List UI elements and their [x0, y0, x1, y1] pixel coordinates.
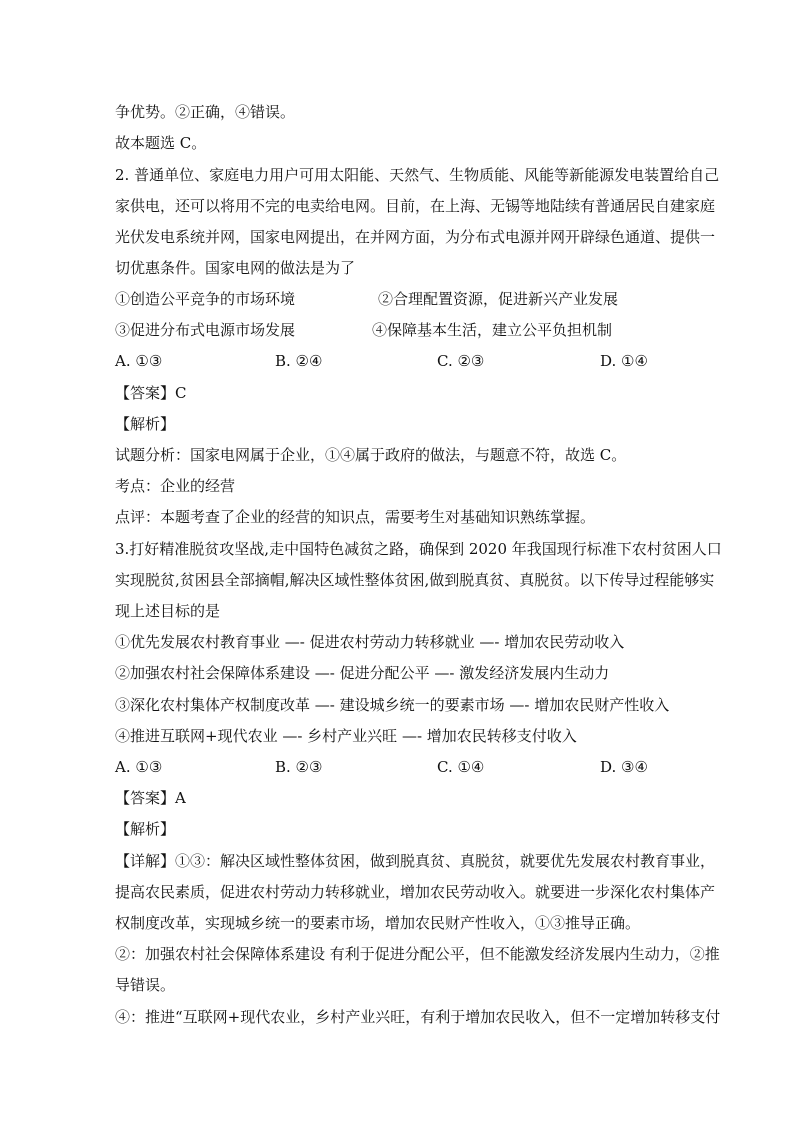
- question-3-stem: 3.打好精准脱贫攻坚战,走中国特色减贫之路，确保到 2020 年我国现行标准下农村贫困人口: [115, 540, 722, 558]
- option-a: A. ①③: [115, 352, 163, 370]
- option-b: B. ②④: [275, 352, 323, 370]
- question-3-stem: 现上述目标的是: [115, 602, 221, 620]
- statement-1: ①创造公平竞争的市场环境: [115, 290, 296, 308]
- option-b: B. ②③: [275, 758, 323, 776]
- text-line: 争优势。②正确，④错误。: [115, 103, 296, 121]
- question-3-stem: 实现脱贫,贫困县全部摘帽,解决区域性整体贫困,做到脱真贫、真脱贫。以下传导过程能够实: [115, 571, 715, 589]
- question-2-stem: 光伏发电系统并网，国家电网提出，在并网方面，为分布式电源并网开辟绿色通道、提供一: [115, 228, 716, 246]
- detail-text: 提高农民素质，促进农村劳动力转移就业，增加农民劳动收入。就要进一步深化农村集体产: [115, 883, 716, 901]
- analysis-heading: 【解析】: [115, 820, 176, 838]
- question-2-stem: 家供电，还可以将用不完的电卖给电网。目前，在上海、无锡等地陆续有普通居民自建家庭: [115, 197, 716, 215]
- chain-4: ④推进互联网+现代农业 —- 乡村产业兴旺 —- 增加农民转移支付收入: [115, 727, 577, 745]
- chain-2: ②加强农村社会保障体系建设 —- 促进分配公平 —- 激发经济发展内生动力: [115, 664, 610, 682]
- option-d: D. ①④: [600, 352, 648, 370]
- statement-4: ④保障基本生活，建立公平负担机制: [372, 321, 613, 339]
- knowledge-point: 考点：企业的经营: [115, 477, 236, 495]
- analysis-heading: 【解析】: [115, 415, 176, 433]
- answer: 【答案】A: [115, 789, 186, 807]
- option-c: C. ②③: [437, 352, 485, 370]
- analysis-text: 试题分析：国家电网属于企业，①④属于政府的做法，与题意不符，故选 C。: [115, 446, 627, 464]
- statement-3: ③促进分布式电源市场发展: [115, 321, 296, 339]
- answer: 【答案】C: [115, 384, 187, 402]
- option-c: C. ①④: [437, 758, 485, 776]
- option-a: A. ①③: [115, 758, 163, 776]
- chain-1: ①优先发展农村教育事业 —- 促进农村劳动力转移就业 —- 增加农民劳动收入: [115, 633, 625, 651]
- statement-2: ②合理配置资源，促进新兴产业发展: [378, 290, 619, 308]
- question-2-stem: 切优惠条件。国家电网的做法是为了: [115, 259, 356, 277]
- detail-text: 【详解】①③：解决区域性整体贫困，做到脱真贫、真脱贫，就要优先发展农村教育事业，: [115, 852, 716, 870]
- detail-text: ②：加强农村社会保障体系建设 有利于促进分配公平，但不能激发经济发展内生动力，②推: [115, 945, 720, 963]
- detail-text: 权制度改革，实现城乡统一的要素市场，增加农民财产性收入，①③推导正确。: [115, 914, 641, 932]
- detail-text: 导错误。: [115, 976, 176, 994]
- question-2-stem: 2. 普通单位、家庭电力用户可用太阳能、天然气、生物质能、风能等新能源发电装置给自己: [115, 166, 720, 184]
- text-line: 故本题选 C。: [115, 134, 207, 152]
- chain-3: ③深化农村集体产权制度改革 —- 建设城乡统一的要素市场 —- 增加农民财产性收入: [115, 696, 670, 714]
- option-d: D. ③④: [600, 758, 648, 776]
- comment: 点评：本题考查了企业的经营的知识点，需要考生对基础知识熟练掌握。: [115, 508, 596, 526]
- detail-text: ④：推进“互联网+现代农业，乡村产业兴旺，有利于增加农民收入，但不一定增加转移支付: [115, 1008, 721, 1026]
